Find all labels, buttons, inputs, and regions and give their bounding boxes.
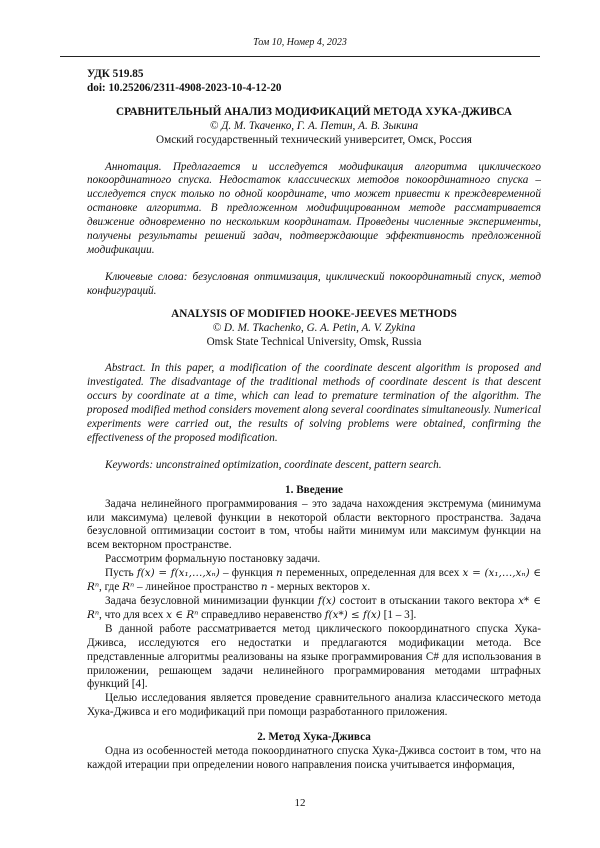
formula-n: n: [276, 567, 283, 580]
article-body: [87, 68, 541, 773]
affiliation-en: Omsk State Technical University, Omsk, Russia: [206, 335, 422, 348]
formula-x-in-rn: x ∈ Rⁿ: [166, 608, 199, 621]
formula-fx: f(x): [318, 595, 336, 607]
text-span: состоит в отыскании такого вектора: [339, 595, 515, 607]
authors-ru: © Д. М. Ткаченко, Г. А. Петин, А. В. Зыкина: [209, 119, 419, 132]
title-en: ANALYSIS OF MODIFIED HOOKE-JEEVES METHODS: [171, 307, 457, 320]
formula-n: n: [260, 581, 268, 594]
section-heading-method: 2. Метод Хука-Дживса: [257, 731, 371, 744]
title-ru: СРАВНИТЕЛЬНЫЙ АНАЛИЗ МОДИФИКАЦИЙ МЕТОДА ХУКА-ДЖИВСА: [115, 105, 512, 118]
formula-xstar: x* ∈ Rⁿ: [87, 595, 542, 621]
journal-header: Том 10, Номер 4, 2023: [253, 37, 347, 48]
text-span: Пусть: [105, 567, 134, 580]
formula-inequality: f(x*) ≤ f(x): [324, 608, 381, 621]
formula-space: Rⁿ: [122, 581, 135, 594]
abstract-en: Abstract. In this paper, a modification of the coordinate descent algorithm is proposed and investigated. The disadvantage of the traditional methods of coordinate descent is that descent occurs by coordinate at a time, which can lead to premature termination of the algorithm. The proposed modified method considers movement along several coordinates simultaneously. Numerical experiments were carried out, the results of solving problems were obtained, confirming the effectiveness of the proposed modification.: [87, 362, 541, 444]
doi: doi: 10.25206/2311-4908-2023-10-4-12-20: [87, 81, 282, 94]
intro-paragraph-5: В данной работе рассматривается метод циклического покоординатного спуска Хука-Дживса, исследуются его недостатки и предлагаются модификации метода. Все представленные алгоритмы реализованы на языке программирования C# для использования в приложении, решающем задачи нелинейного программирования методами штрафных функций [4].: [87, 622, 541, 691]
text-span: справедливо неравенство: [201, 608, 322, 621]
authors-en: © D. M. Tkachenko, G. A. Petin, A. V. Zykina: [212, 321, 416, 334]
text-span: .: [367, 581, 371, 594]
method-paragraph-1: Одна из особенностей метода покоординатного спуска Хука-Дживса состоит в том, что на каждой итерации при определении нового направления поиска учитывается информация,: [87, 745, 541, 771]
formula-x: x: [361, 581, 368, 594]
formula-vector: x = (x₁,…,xₙ) ∈ Rⁿ: [87, 567, 542, 594]
text-span: – линейное пространство: [136, 581, 259, 594]
abstract-ru: Аннотация. Предлагается и исследуется модификация алгоритма циклического покоординатного спуска. Недостаток классических методов покоординатного спуска – исследуется спуск только по одной координате, что может привести к преждевременной остановке алгоритма. В предложенном модифицированном методе рассматривается движение одновременно по нескольким координатам. Проведены численные эксперименты, получены результаты решений задач, подтверждающие эффективность предложенной модификации.: [87, 160, 541, 256]
text-span: , где: [99, 581, 120, 594]
intro-paragraph-1: Задача нелинейного программирования – это задача нахождения экстремума (минимума или максимума) целевой функции в некоторой области векторного пространства. Задача безусловной оптимизации состоит в том, чтобы найти минимум или максимум функции на всем векторном пространстве.: [87, 497, 541, 552]
keywords-en: Keywords: unconstrained optimization, coordinate descent, pattern search.: [105, 458, 442, 471]
affiliation-ru: Омский государственный технический университет, Омск, Россия: [156, 133, 472, 146]
udk-code: УДК 519.85: [87, 68, 144, 80]
header-rule: [60, 56, 540, 57]
keywords-ru: Ключевые слова: безусловная оптимизация, циклический покоординатный спуск, метод конфигураций.: [87, 270, 541, 297]
intro-paragraph-2: Рассмотрим формальную постановку задачи.: [105, 553, 321, 566]
intro-paragraph-3: [87, 567, 541, 595]
citation: [1 – 3].: [383, 608, 417, 621]
formula-function: f(x) = f(x₁,…,xₙ): [136, 567, 220, 580]
text-span: Задача безусловной минимизации функции: [105, 595, 315, 607]
section-heading-intro: 1. Введение: [285, 483, 343, 496]
intro-paragraph-6: Целью исследования является проведение сравнительного анализа классического метода Хука-Дживса и его модификаций при помощи разработанного приложения.: [87, 692, 541, 719]
text-span: , что для всех: [99, 608, 164, 621]
page-number: 12: [294, 797, 306, 809]
intro-paragraph-4: [87, 595, 541, 623]
text-span: – функция: [222, 567, 273, 580]
text-span: переменных, определенная для всех: [285, 567, 460, 580]
text-span: - мерных векторов: [270, 581, 359, 594]
